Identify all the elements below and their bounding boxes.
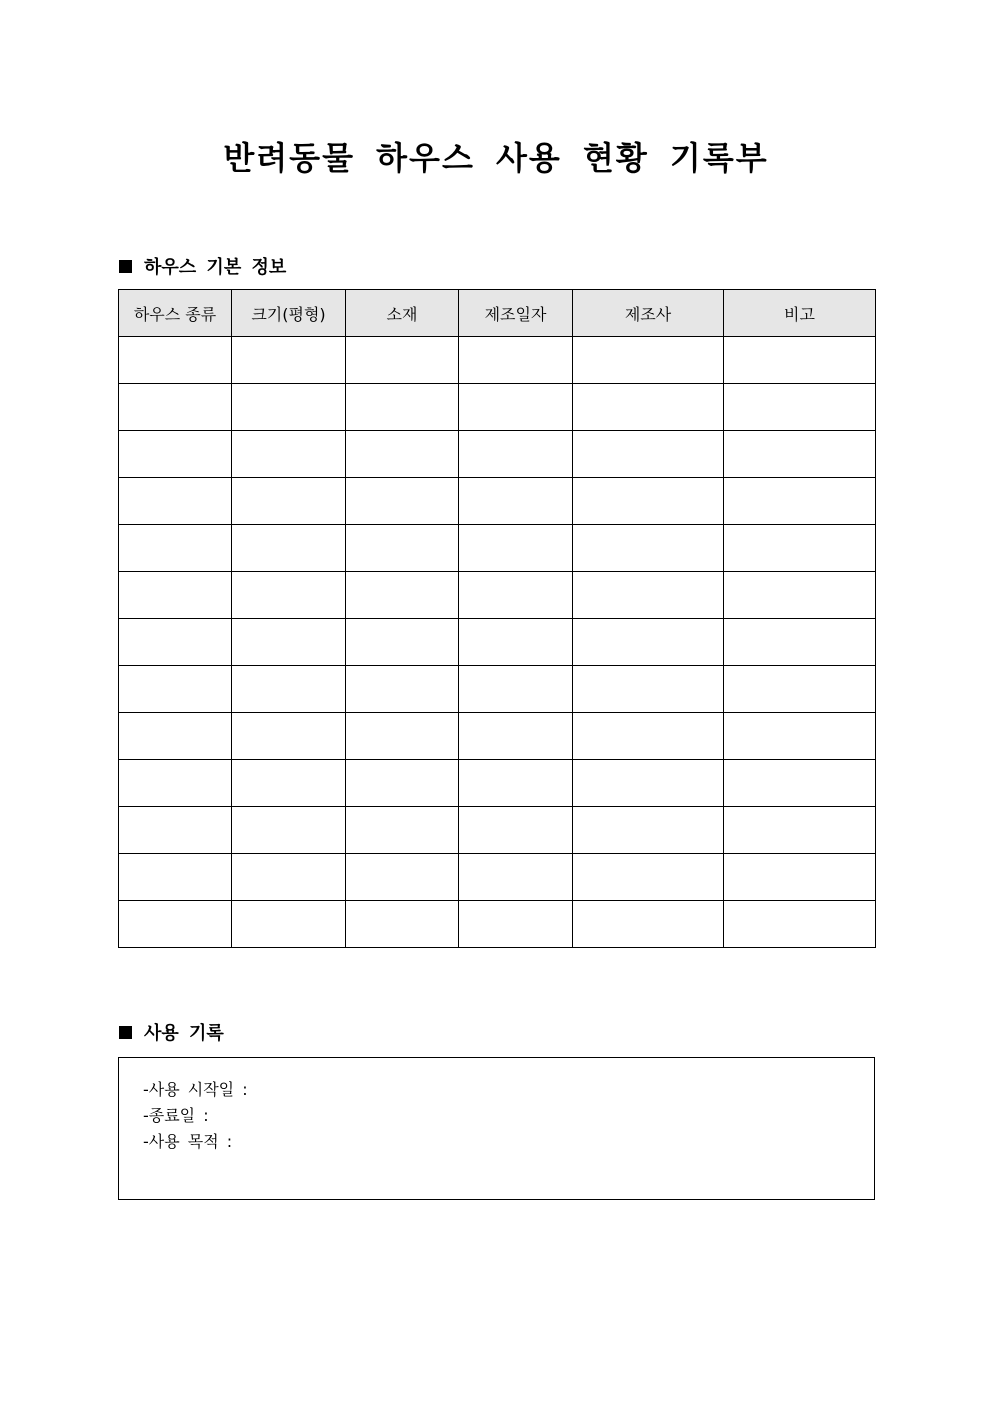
remarks-cell[interactable]: [724, 619, 876, 666]
table-row: [119, 619, 876, 666]
material-cell[interactable]: [346, 478, 459, 525]
house-type-cell[interactable]: [119, 431, 232, 478]
house-type-cell[interactable]: [119, 337, 232, 384]
size-cell[interactable]: [232, 854, 346, 901]
usage-record-box: [118, 1057, 875, 1200]
manufacture-date-cell[interactable]: [459, 431, 573, 478]
remarks-cell[interactable]: [724, 572, 876, 619]
manufacture-date-cell[interactable]: [459, 901, 573, 948]
section-heading-label: 하우스 기본 정보: [144, 257, 287, 278]
size-cell[interactable]: [232, 807, 346, 854]
manufacturer-cell[interactable]: [573, 619, 724, 666]
remarks-cell[interactable]: [724, 525, 876, 572]
section-heading-basic-info: [119, 253, 286, 279]
house-type-cell[interactable]: [119, 384, 232, 431]
black-square-icon: [119, 260, 132, 273]
manufacturer-cell[interactable]: [573, 384, 724, 431]
manufacturer-cell[interactable]: [573, 478, 724, 525]
size-cell[interactable]: [232, 384, 346, 431]
column-header-manufacture-date: 제조일자: [459, 290, 573, 337]
table-row: [119, 478, 876, 525]
table-body: [119, 337, 876, 948]
house-type-cell[interactable]: [119, 619, 232, 666]
material-cell[interactable]: [346, 713, 459, 760]
manufacturer-cell[interactable]: [573, 854, 724, 901]
material-cell[interactable]: [346, 572, 459, 619]
house-type-cell[interactable]: [119, 760, 232, 807]
material-cell[interactable]: [346, 854, 459, 901]
table-row: [119, 384, 876, 431]
manufacturer-cell[interactable]: [573, 666, 724, 713]
material-cell[interactable]: [346, 384, 459, 431]
end-date-label: -종료일 :: [143, 1106, 209, 1125]
size-cell[interactable]: [232, 666, 346, 713]
manufacturer-cell[interactable]: [573, 337, 724, 384]
table-header-row: [119, 290, 876, 337]
purpose-label: -사용 목적 :: [143, 1132, 233, 1151]
table-row: [119, 666, 876, 713]
house-type-cell[interactable]: [119, 901, 232, 948]
manufacture-date-cell[interactable]: [459, 807, 573, 854]
manufacture-date-cell[interactable]: [459, 713, 573, 760]
material-cell[interactable]: [346, 337, 459, 384]
section-heading-label: 사용 기록: [144, 1023, 224, 1044]
manufacture-date-cell[interactable]: [459, 760, 573, 807]
manufacturer-cell[interactable]: [573, 807, 724, 854]
house-type-cell[interactable]: [119, 854, 232, 901]
table-row: [119, 807, 876, 854]
material-cell[interactable]: [346, 619, 459, 666]
size-cell[interactable]: [232, 901, 346, 948]
size-cell[interactable]: [232, 431, 346, 478]
manufacturer-cell[interactable]: [573, 431, 724, 478]
column-header-house-type: 하우스 종류: [119, 290, 232, 337]
manufacture-date-cell[interactable]: [459, 478, 573, 525]
column-header-manufacturer: 제조사: [573, 290, 724, 337]
house-type-cell[interactable]: [119, 572, 232, 619]
black-square-icon: [119, 1026, 132, 1039]
table-row: [119, 572, 876, 619]
material-cell[interactable]: [346, 525, 459, 572]
manufacture-date-cell[interactable]: [459, 384, 573, 431]
start-date-label: -사용 시작일 :: [143, 1080, 248, 1099]
house-info-table: [118, 289, 876, 948]
house-type-cell[interactable]: [119, 713, 232, 760]
remarks-cell[interactable]: [724, 384, 876, 431]
section-heading-usage-record: [119, 1019, 224, 1045]
house-type-cell[interactable]: [119, 666, 232, 713]
table-row: [119, 901, 876, 948]
material-cell[interactable]: [346, 431, 459, 478]
size-cell[interactable]: [232, 760, 346, 807]
table-row: [119, 760, 876, 807]
table-row: [119, 337, 876, 384]
manufacturer-cell[interactable]: [573, 713, 724, 760]
size-cell[interactable]: [232, 525, 346, 572]
house-type-cell[interactable]: [119, 807, 232, 854]
column-header-size: 크기(평형): [232, 290, 346, 337]
manufacture-date-cell[interactable]: [459, 854, 573, 901]
remarks-cell[interactable]: [724, 807, 876, 854]
manufacture-date-cell[interactable]: [459, 572, 573, 619]
remarks-cell[interactable]: [724, 901, 876, 948]
manufacturer-cell[interactable]: [573, 901, 724, 948]
manufacture-date-cell[interactable]: [459, 619, 573, 666]
column-header-remarks: 비고: [724, 290, 876, 337]
manufacture-date-cell[interactable]: [459, 337, 573, 384]
material-cell[interactable]: [346, 760, 459, 807]
table-row: [119, 854, 876, 901]
material-cell[interactable]: [346, 666, 459, 713]
table-row: [119, 525, 876, 572]
size-cell[interactable]: [232, 572, 346, 619]
table-row: [119, 431, 876, 478]
house-type-cell[interactable]: [119, 478, 232, 525]
remarks-cell[interactable]: [724, 431, 876, 478]
table-row: [119, 713, 876, 760]
house-type-cell[interactable]: [119, 525, 232, 572]
remarks-cell[interactable]: [724, 854, 876, 901]
manufacture-date-cell[interactable]: [459, 525, 573, 572]
remarks-cell[interactable]: [724, 666, 876, 713]
remarks-cell[interactable]: [724, 713, 876, 760]
size-cell[interactable]: [232, 478, 346, 525]
page-title: 반려동물 하우스 사용 현황 기록부: [223, 139, 769, 177]
remarks-cell[interactable]: [724, 337, 876, 384]
manufacture-date-cell[interactable]: [459, 666, 573, 713]
remarks-cell[interactable]: [724, 478, 876, 525]
size-cell[interactable]: [232, 619, 346, 666]
size-cell[interactable]: [232, 337, 346, 384]
manufacturer-cell[interactable]: [573, 525, 724, 572]
size-cell[interactable]: [232, 713, 346, 760]
remarks-cell[interactable]: [724, 760, 876, 807]
column-header-material: 소재: [346, 290, 459, 337]
material-cell[interactable]: [346, 901, 459, 948]
manufacturer-cell[interactable]: [573, 572, 724, 619]
material-cell[interactable]: [346, 807, 459, 854]
manufacturer-cell[interactable]: [573, 760, 724, 807]
